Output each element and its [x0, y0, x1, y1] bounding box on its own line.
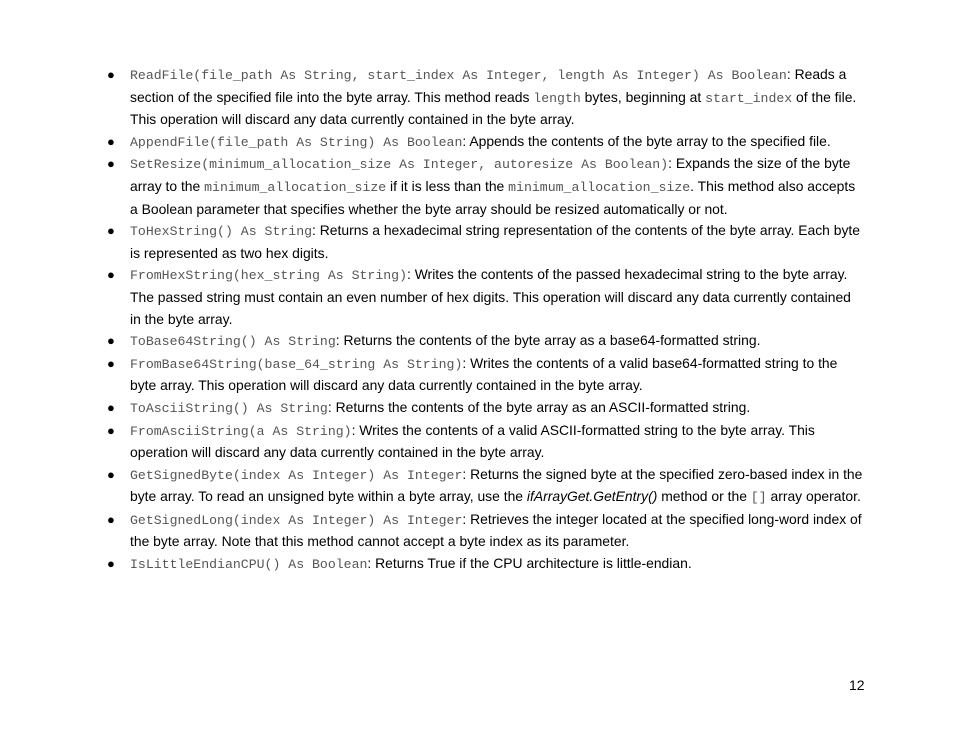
- method-signature: FromAsciiString(a As String): [130, 423, 352, 439]
- description-text: : Returns the signed byte at the specified zero-based index in the byte array. To read an unsigned byte within a byte array, use the: [130, 465, 863, 505]
- method-signature: GetSignedByte(index As Integer) As Integer: [130, 467, 463, 483]
- method-signature: FromBase64String(base_64_string As String): [130, 356, 463, 372]
- list-item-appendfile: [0, 131, 864, 154]
- emphasized-method: ifArrayGet.GetEntry(): [526, 488, 658, 505]
- inline-code: length: [533, 90, 581, 106]
- description-text: if it is less than the: [386, 177, 509, 194]
- method-signature: FromHexString(hex_string As String): [130, 268, 407, 284]
- method-signature: ToHexString() As String: [130, 224, 313, 240]
- description-text: : Returns the contents of the byte array as a base64-formatted string.: [335, 332, 761, 349]
- list-item-readfile: [0, 64, 864, 131]
- description-text: array operator.: [766, 488, 861, 505]
- description-text: : Returns True if the CPU architecture is little-endian.: [367, 555, 692, 572]
- list-item-toasciistring: [0, 397, 864, 420]
- description-text: : Retrieves the integer located at the specified long-word index of the byte array. Note that this method cannot accept a byte index as its parameter.: [130, 510, 862, 550]
- list-item-frombase64string: [0, 353, 864, 397]
- description-text: bytes, beginning at: [580, 88, 706, 105]
- bullet: ●: [107, 267, 115, 283]
- bullet: ●: [107, 355, 115, 371]
- list-item-islittleendiancpu: [0, 553, 864, 576]
- description-text: . This method also accepts a Boolean parameter that specifies whether the byte array should be resized automatically or not.: [130, 177, 856, 217]
- method-signature: ToAsciiString() As String: [130, 400, 328, 416]
- list-item-tohexstring: [0, 220, 864, 264]
- inline-code: minimum_allocation_size: [508, 179, 691, 195]
- bullet: ●: [107, 556, 115, 572]
- list-item-tobase64string: [0, 330, 864, 353]
- list-item-getsignedbyte: [0, 464, 864, 509]
- bullet: ●: [107, 156, 115, 172]
- method-list: [0, 64, 954, 576]
- bullet: ●: [107, 422, 115, 438]
- bullet: ●: [107, 511, 115, 527]
- method-signature: ReadFile(file_path As String, start_index As Integer, length As Integer) As Boolean: [130, 68, 787, 83]
- description-text: of the file. This operation will discard any data currently contained in the byte array.: [130, 88, 857, 128]
- description-text: : Reads a section of the specified file into the byte array. This method reads: [130, 66, 847, 105]
- bullet: ●: [107, 223, 115, 239]
- page-number: 12: [849, 677, 865, 693]
- method-signature: IsLittleEndianCPU() As Boolean: [130, 557, 368, 573]
- method-signature: AppendFile(file_path As String) As Boolean: [130, 134, 463, 150]
- description-text: : Expands the size of the byte array to the: [130, 155, 851, 194]
- description-text: : Returns a hexadecimal string representation of the contents of the byte array. Each byte is represented as two hex digits.: [130, 222, 860, 261]
- list-item-fromasciistring: [0, 420, 864, 464]
- inline-code: []: [750, 490, 767, 506]
- description-text: : Returns the contents of the byte array as an ASCII-formatted string.: [327, 398, 751, 415]
- bullet: ●: [107, 333, 115, 349]
- list-item-setresize: [0, 153, 864, 220]
- list-item-fromhexstring: [0, 264, 864, 330]
- description-text: : Writes the contents of the passed hexadecimal string to the byte array. The passed string must contain an even number of hex digits. This operation will discard any data currently contained in the byte array.: [130, 266, 851, 327]
- description-text: : Writes the contents of a valid base64-formatted string to the byte array. This operation will discard any data currently contained in the byte array.: [130, 354, 838, 394]
- description-text: : Appends the contents of the byte array to the specified file.: [462, 132, 831, 149]
- description-text: : Writes the contents of a valid ASCII-formatted string to the byte array. This operation will discard any data currently contained in the byte array.: [130, 421, 815, 461]
- method-signature: SetResize(minimum_allocation_size As Integer, autoresize As Boolean): [130, 157, 669, 173]
- bullet: ●: [107, 133, 115, 149]
- bullet: ●: [107, 399, 115, 415]
- description-text: method or the: [657, 488, 751, 505]
- inline-code: minimum_allocation_size: [204, 179, 387, 195]
- method-signature: ToBase64String() As String: [130, 334, 336, 350]
- bullet: ●: [107, 67, 115, 82]
- list-item-getsignedlong: [0, 509, 864, 553]
- bullet: ●: [107, 466, 115, 482]
- method-signature: GetSignedLong(index As Integer) As Integer: [130, 512, 463, 528]
- inline-code: start_index: [705, 90, 793, 106]
